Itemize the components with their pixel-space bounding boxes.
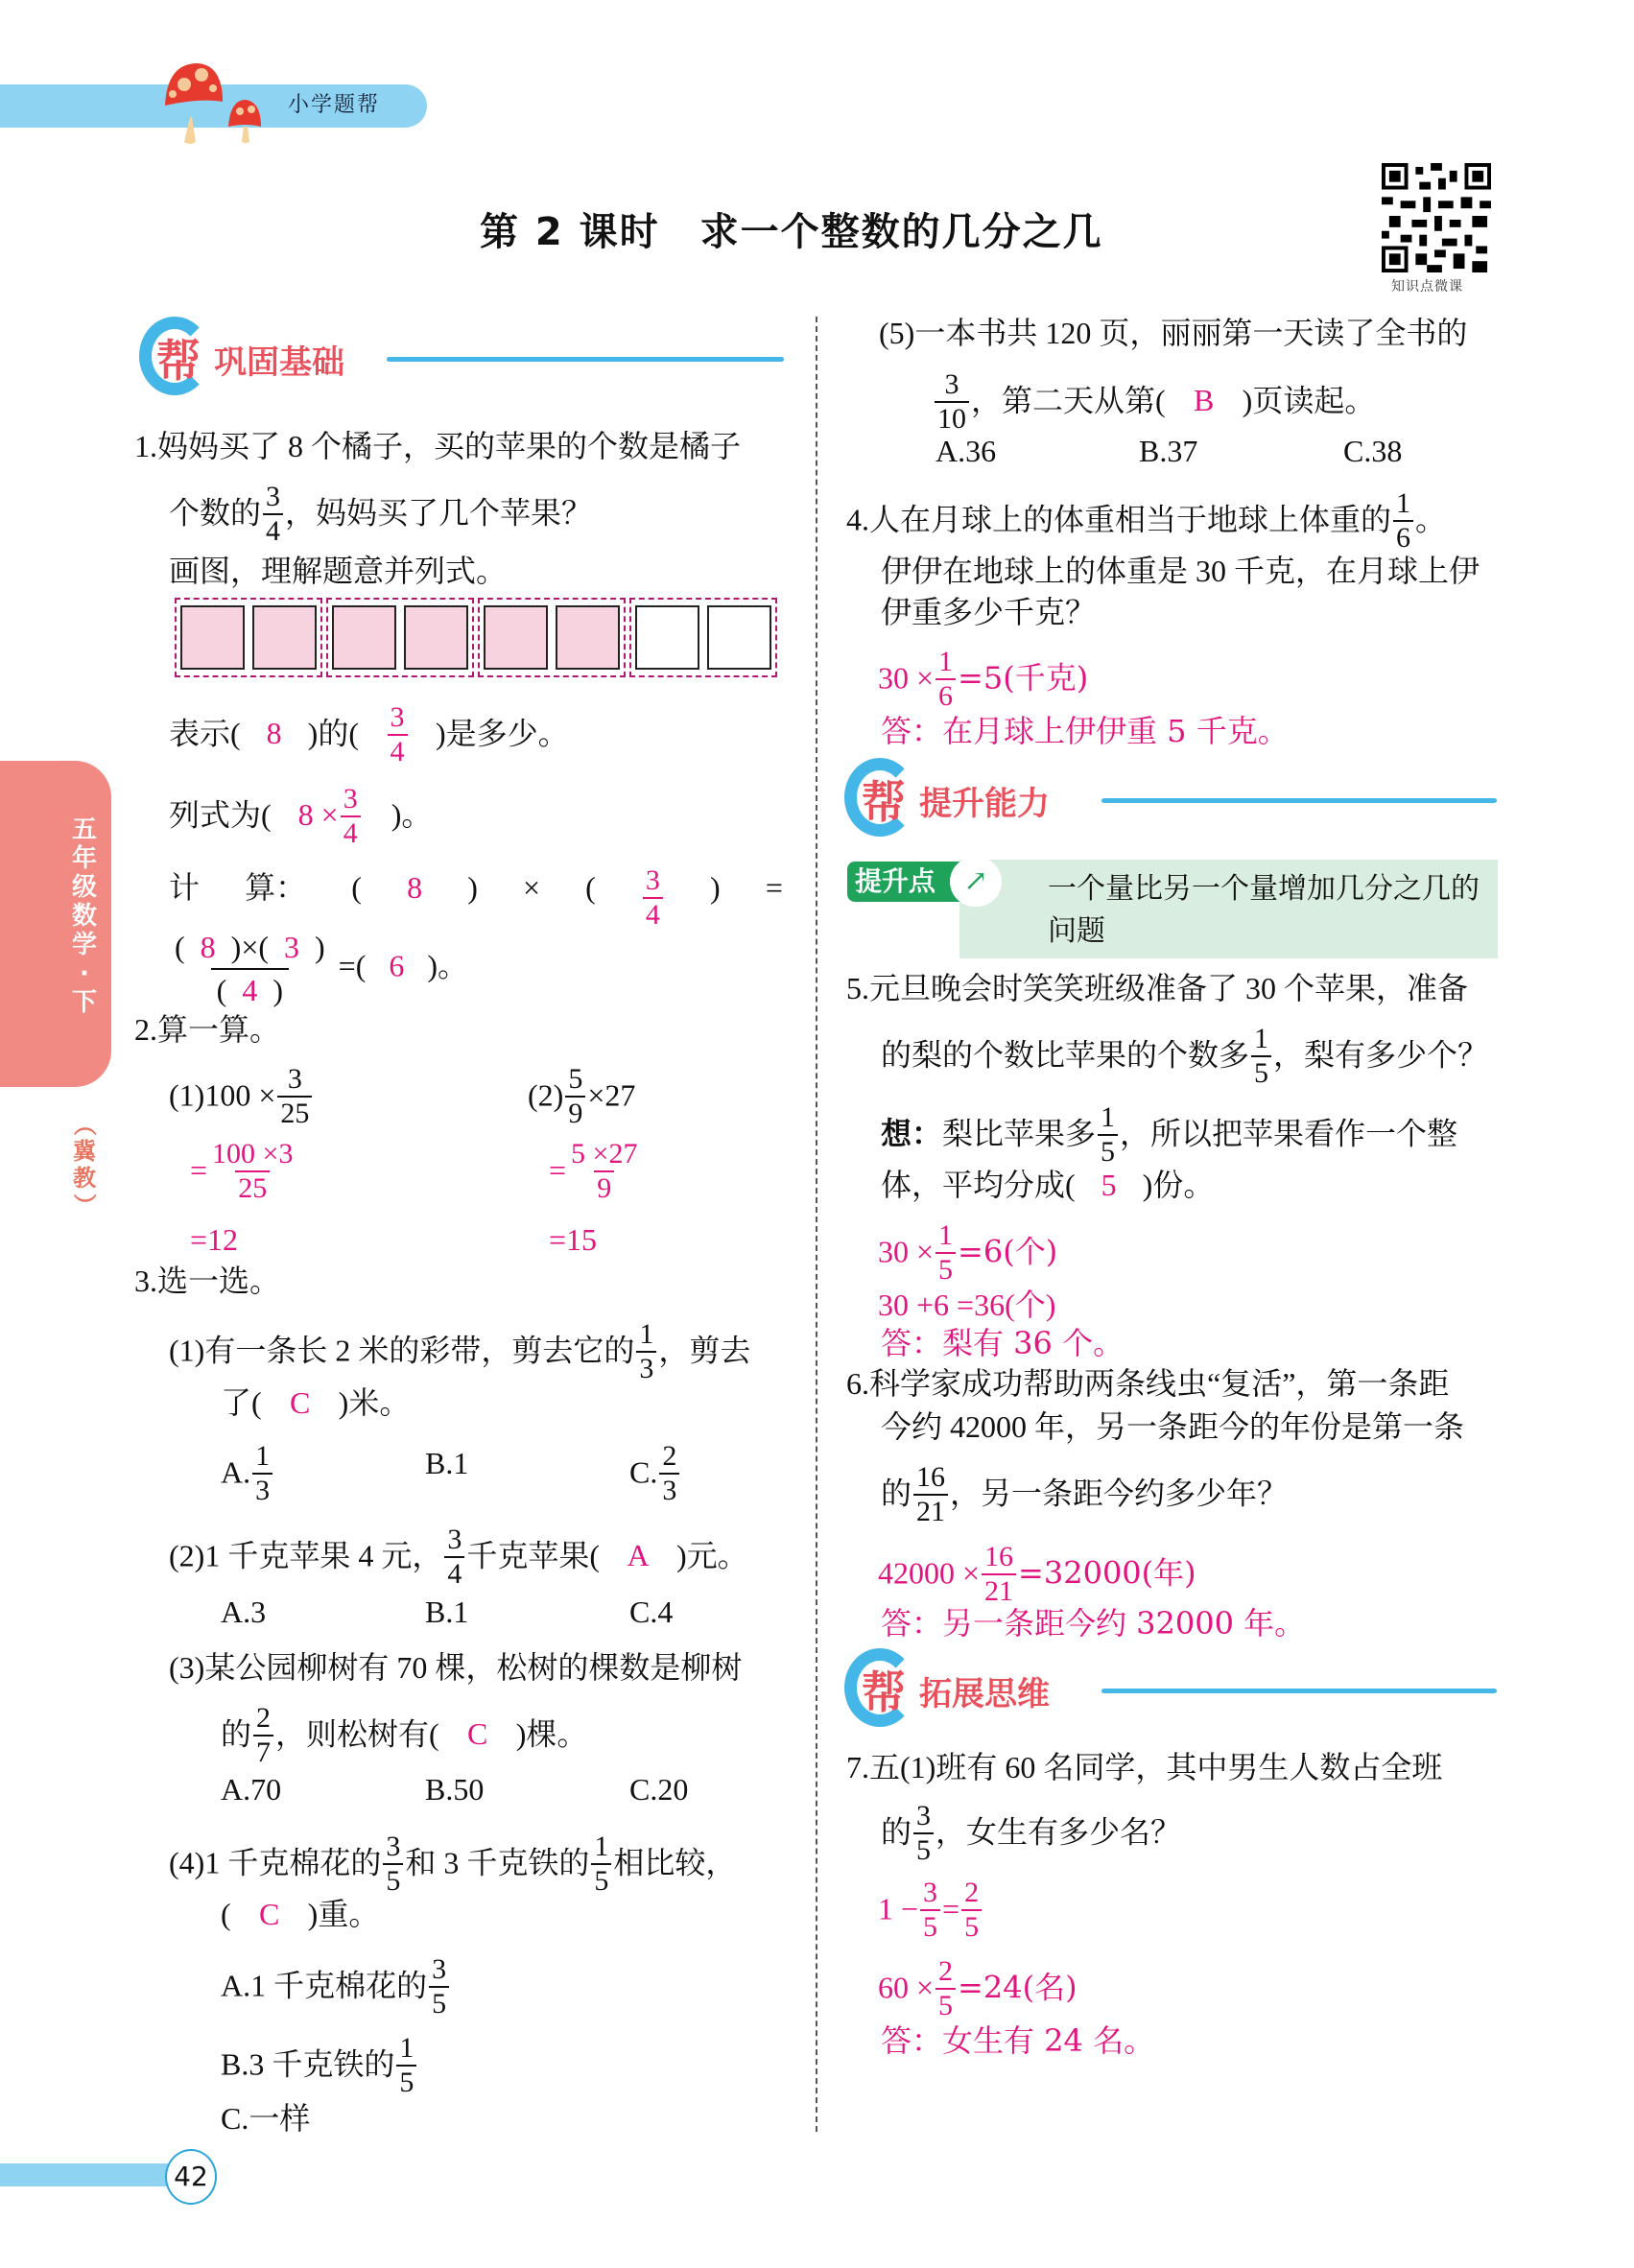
q2-p2-result: =15 xyxy=(549,1222,598,1257)
q2-p1-step: = $\frac{100 \times 3}{25}$ xyxy=(190,1138,294,1204)
q4-line2: 伊伊在地球上的体重是 30 千克，在月球上伊 xyxy=(881,554,1480,588)
section-header-ability: 帮 提升能力 xyxy=(844,758,1497,844)
q3-4-line1: (4)1 千克棉花的 $\frac{3}{5}$ 和 3 千克铁的 $\frac{1}{5}$ 相比较， xyxy=(169,1831,737,1897)
q2-p1: (1)100 × $\frac{3}{25}$ xyxy=(169,1067,314,1130)
qr-code-icon[interactable] xyxy=(1382,163,1491,272)
q4-line1: 4.人在月球上的体重相当于地球上体重的 $\frac{1}{6}$ 。 xyxy=(846,487,1447,554)
q2-p2-step: = $\frac{5 \times 27}{9}$ xyxy=(549,1138,638,1204)
q6-line1: 6.科学家成功帮助两条线虫“复活”，第一条距 xyxy=(846,1366,1450,1401)
brand-label: 小学题帮 xyxy=(288,93,381,117)
q3-1-line1: (1)有一条长 2 米的彩带，剪去它的 $\frac{1}{3}$ ，剪去 xyxy=(169,1318,751,1384)
q2-title: 2.算一算。 xyxy=(134,1012,281,1047)
q3-4-line2: ( C )重。 xyxy=(221,1897,380,1931)
q1-line1: 1.妈妈买了 8 个橘子，买的苹果的个数是橘子 xyxy=(134,429,742,463)
qr-caption: 知识点微课 xyxy=(1391,279,1463,295)
q1-instruction: 画图，理解题意并列式。 xyxy=(169,554,508,588)
q7-line1: 7.五(1)班有 60 名同学，其中男生人数占全班 xyxy=(846,1750,1443,1784)
q3-4-option-c: C.一样 xyxy=(221,2101,311,2136)
key-point-text: 一个量比另一个量增加几分之几的问题 xyxy=(1048,872,1480,948)
q4-answer: 答：在月球上伊伊重 5 千克。 xyxy=(881,713,1289,749)
column-divider xyxy=(816,317,817,2132)
q7-answer: 答：女生有 24 名。 xyxy=(881,2022,1155,2059)
q5-answer: 答：梨有 36 个。 xyxy=(881,1325,1125,1361)
q6-solution: 42000 × $\frac{16}{21}$ =32000(年) xyxy=(878,1541,1196,1607)
q5-line1: 5.元旦晚会时笑笑班级准备了 30 个苹果，准备 xyxy=(846,971,1469,1005)
q6-line3: 的 $\frac{16}{21}$ ，另一条距今约多少年？ xyxy=(881,1461,1289,1527)
q3-2-option-c: C.4 xyxy=(629,1595,674,1629)
q3-1-option-a: A. $\frac{1}{3}$ xyxy=(221,1444,274,1507)
q3-3-line1: (3)某公园柳树有 70 棵，松树的棵数是柳树 xyxy=(169,1650,743,1685)
section-header-basics: 帮 巩固基础 xyxy=(139,317,784,403)
mushroom-icon xyxy=(161,59,276,146)
q3-2-option-a: A.3 xyxy=(221,1595,267,1629)
q1-represent: 表示( 8 )的( $\frac{3}{4}$ )是多少。 xyxy=(169,701,569,768)
q5-solution2: 30 +6 =36(个) xyxy=(878,1288,1056,1322)
q1-calc2: $\frac{( 8 )\times( 3 )}{( 4 )}$ =( 6 )。 xyxy=(175,930,469,1008)
q3-3-option-c: C.20 xyxy=(629,1772,689,1807)
q3-2-line1: (2)1 千克苹果 4 元， $\frac{3}{4}$ 千克苹果( A )元。 xyxy=(169,1524,748,1590)
q3-1-line2: 了( C )米。 xyxy=(221,1385,411,1420)
q3-3-line2: 的 $\frac{2}{7}$ ，则松树有( C )棵。 xyxy=(221,1702,588,1768)
q3-5-line2: $\frac{3}{10}$ ，第二天从第( B )页读起。 xyxy=(933,372,1375,436)
q3-5-line1: (5)一本书共 120 页，丽丽第一天读了全书的 xyxy=(879,316,1468,350)
page-number: 42 xyxy=(165,2149,217,2205)
q3-3-option-a: A.70 xyxy=(221,1772,282,1807)
footer-band xyxy=(0,2163,171,2186)
q6-line2: 今约 42000 年，另一条距今的年份是第一条 xyxy=(881,1409,1465,1444)
q3-4-option-b: B.3 千克铁的 $\frac{1}{5}$ xyxy=(221,2036,418,2099)
q4-solution: 30 × $\frac{1}{6}$ =5(千克) xyxy=(878,646,1089,712)
section-header-expand: 帮 拓展思维 xyxy=(844,1648,1497,1735)
q3-2-option-b: B.1 xyxy=(425,1595,469,1629)
q4-line3: 伊重多少千克？ xyxy=(881,595,1097,629)
grade-label: 五 年 级 数 学 · 下 xyxy=(71,815,97,1017)
q1-calc: 计 算： ( 8 ) × ( 3 4 ) = xyxy=(169,864,783,931)
q3-5-option-a: A.36 xyxy=(935,434,997,468)
q1-line2: 个数的 $\frac{3}{4}$ ，妈妈买了几个苹果？ xyxy=(169,481,593,547)
q7-line2: 的 $\frac{3}{5}$ ，女生有多少名？ xyxy=(881,1800,1182,1866)
q5-think: 想：梨比苹果多 $\frac{1}{5}$ ，所以把苹果看作一个整 xyxy=(881,1101,1458,1168)
edition-label: （ 冀 教 ） xyxy=(71,1113,98,1217)
arrow-up-right-icon: ↗ xyxy=(950,857,1002,907)
q7-solution1: 1 − $\frac{3}{5}$ = $\frac{2}{5}$ xyxy=(878,1880,983,1944)
q3-5-option-c: C.38 xyxy=(1343,434,1403,468)
fraction-diagram xyxy=(175,598,777,677)
q3-4-option-a: A.1 千克棉花的 $\frac{3}{5}$ xyxy=(221,1957,451,2020)
page-title: 第 2 课时 求一个整数的几分之几 xyxy=(480,210,1103,254)
q1-formula: 列式为( 8 × $\frac{3}{4}$ )。 xyxy=(169,783,433,849)
q5-solution1: 30 × $\frac{1}{5}$ =6(个) xyxy=(878,1219,1058,1286)
q3-title: 3.选一选。 xyxy=(134,1264,281,1298)
q3-1-option-b: B.1 xyxy=(425,1446,469,1480)
q5-line2: 的梨的个数比苹果的个数多 $\frac{1}{5}$ ，梨有多少个？ xyxy=(881,1023,1489,1089)
q6-answer: 答：另一条距今约 32000 年。 xyxy=(881,1605,1306,1642)
q5-think2: 体，平均分成( 5 )份。 xyxy=(881,1168,1215,1202)
q3-1-option-c: C. $\frac{2}{3}$ xyxy=(629,1444,681,1507)
q3-3-option-b: B.50 xyxy=(425,1772,485,1807)
q7-solution2: 60 × $\frac{2}{5}$ =24(名) xyxy=(878,1955,1077,2021)
q2-p2: (2) $\frac{5}{9}$ ×27 xyxy=(528,1063,636,1129)
q3-5-option-b: B.37 xyxy=(1139,434,1198,468)
q2-p1-result: =12 xyxy=(190,1222,239,1257)
key-point-badge: 提升点 xyxy=(847,862,962,902)
